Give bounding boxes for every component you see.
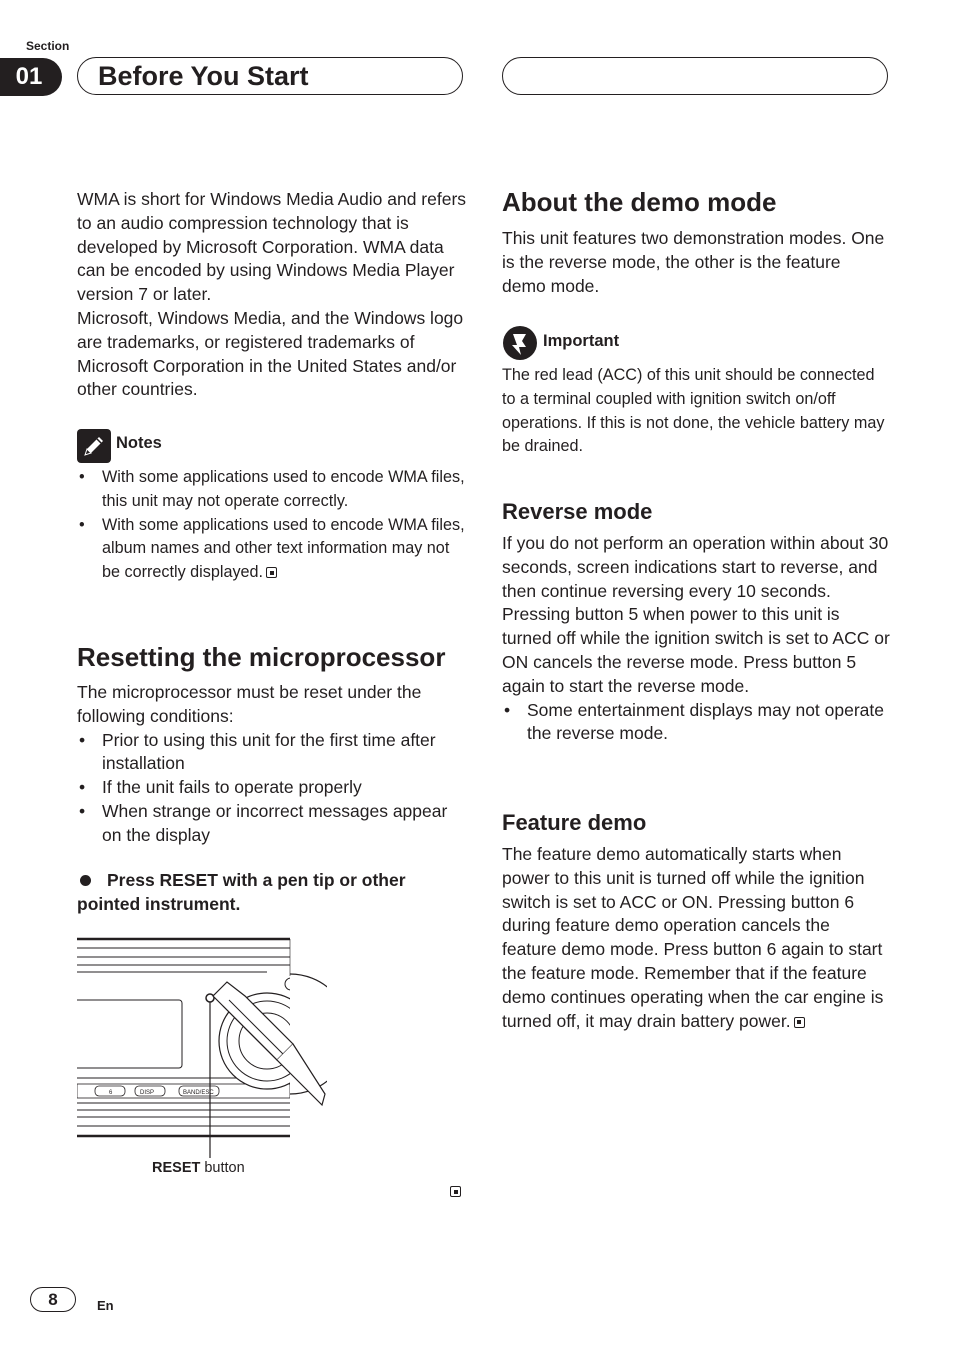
list-item: • If the unit fails to operate properly [77, 776, 462, 800]
caption-rest: button [200, 1160, 245, 1176]
list-item: • When strange or incorrect messages appear on the display [77, 800, 462, 848]
reset-step-text: Press RESET with a pen tip or other pointed instrument. [77, 870, 406, 914]
reverse-text: If you do not perform an operation within about 30 seconds, screen indications start to reverse, and then continue reversing every 10 seconds. Pressing button 5 when power to this unit is turned off while the ignition switch is set to ACC or ON cancels the reverse mode. Press button 5 again to start the reverse mode. [502, 533, 890, 696]
reset-intro: The microprocessor must be reset under the following conditions: [77, 682, 422, 726]
wma-intro [77, 188, 467, 402]
reset-step [77, 868, 467, 916]
list-item: • Prior to using this unit for the first time after installation [77, 729, 462, 777]
section-title: Before You Start [98, 61, 309, 91]
trademark-paragraph: Microsoft, Windows Media, and the Windows logo are trademarks, or registered trademarks of Microsoft Corporation in the United States and/or other countries. [77, 307, 464, 400]
feature-text: The feature demo automatically starts when power to this unit is turned off while the ignition switch is set to ACC or ON. Pressing button 6 during feature demo operation cancels the feature demo mode. Press button 6 again to start the feature mode. Remember that if the feature demo continues operating when the car engine is turned off, it may drain battery power. [502, 844, 884, 1031]
figure-caption [152, 1158, 245, 1178]
list-item: • Some entertainment displays may not operate the reverse mode. [502, 699, 892, 747]
important-title: Important [543, 332, 620, 350]
header-blank-frame [502, 57, 888, 95]
language-label: En [97, 1298, 114, 1313]
wma-paragraph: WMA is short for Windows Media Audio and refers to an audio compression technology that is developed by Microsoft Corporation. WMA data can be encoded by using Windows Media Player version 7 or later. [77, 189, 467, 305]
important-icon [502, 325, 538, 361]
reverse-heading: Reverse mode [502, 499, 653, 524]
section-label: Section [26, 39, 70, 53]
reset-conditions-list [77, 729, 462, 848]
pencil-icon [77, 429, 111, 463]
feature-heading: Feature demo [502, 810, 647, 835]
reset-section [77, 681, 462, 848]
list-item: • With some applications used to encode WMA files, this unit may not operate correctly. [77, 466, 467, 514]
demo-heading: About the demo mode [502, 187, 777, 217]
end-mark-icon [266, 567, 277, 578]
section-number: 01 [0, 58, 62, 96]
end-mark-icon [794, 1017, 805, 1028]
list-item: • With some applications used to encode WMA files, album names and other text information may not be correctly displayed. [77, 514, 467, 585]
page-number: 8 [30, 1287, 76, 1312]
reverse-section [502, 532, 892, 746]
caption-bold: RESET [152, 1160, 201, 1176]
reset-figure [77, 936, 327, 1158]
demo-intro: This unit features two demonstration modes. One is the reverse mode, the other is the feature demo mode. [502, 228, 885, 296]
important-text: The red lead (ACC) of this unit should be connected to a terminal coupled with ignition switch on/off operations. If this is not done, the vehicle battery may be drained. [502, 366, 885, 456]
end-mark-icon [450, 1186, 461, 1197]
notes-title: Notes [116, 434, 162, 452]
figure-button-label: BAND/ESC [183, 1090, 214, 1096]
notes-list [77, 466, 467, 585]
reset-heading: Resetting the microprocessor [77, 642, 446, 672]
figure-button-label: 6 [109, 1090, 113, 1096]
step-bullet-icon [80, 875, 91, 886]
reverse-bullets [502, 699, 892, 747]
figure-button-label: DISP [140, 1090, 155, 1096]
